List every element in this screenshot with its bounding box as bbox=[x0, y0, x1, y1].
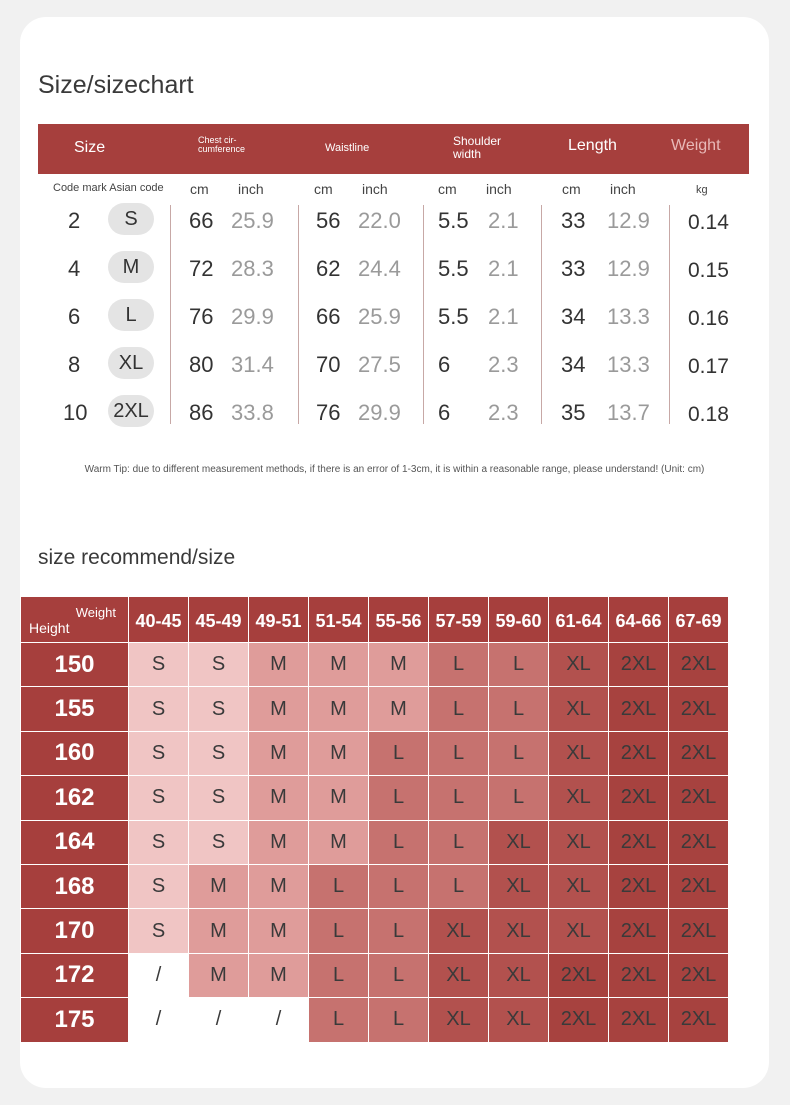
measure-value: 34 bbox=[561, 304, 586, 329]
height-row-header: 170 bbox=[21, 909, 129, 953]
size-cell: S bbox=[129, 732, 189, 776]
recommend-title: size recommend/size bbox=[38, 546, 236, 569]
unit-label: inch bbox=[610, 181, 636, 197]
size-cell: L bbox=[369, 865, 429, 909]
size-cell: L bbox=[489, 776, 549, 820]
asian-size-pill: L bbox=[108, 299, 154, 331]
column-divider bbox=[541, 205, 542, 424]
measure-value: 28.3 bbox=[231, 256, 274, 281]
weight-column-header: 49-51 bbox=[249, 597, 309, 643]
measure-value: 12.9 bbox=[607, 208, 650, 233]
unit-label: inch bbox=[238, 181, 264, 197]
grid-spacer bbox=[729, 687, 751, 731]
measure-value: 25.9 bbox=[231, 208, 274, 233]
header-length: Length bbox=[568, 137, 617, 154]
measure-value: 13.7 bbox=[607, 400, 650, 425]
size-cell: 2XL bbox=[669, 776, 729, 820]
measure-value: 13.3 bbox=[607, 352, 650, 377]
size-cell: M bbox=[249, 732, 309, 776]
asian-size-pill: S bbox=[108, 203, 154, 235]
weight-column-header: 61-64 bbox=[549, 597, 609, 643]
code-mark: 4 bbox=[68, 256, 81, 281]
code-mark: 10 bbox=[63, 400, 88, 425]
unit-label: inch bbox=[486, 181, 512, 197]
size-cell: M bbox=[309, 821, 369, 865]
size-cell: L bbox=[369, 821, 429, 865]
header-shoulder: Shoulder width bbox=[453, 134, 502, 161]
size-cell: L bbox=[489, 687, 549, 731]
corner-height-label: Height bbox=[29, 620, 70, 636]
size-cell: L bbox=[489, 732, 549, 776]
header-chest: Chest cir-cumference bbox=[198, 135, 246, 155]
size-cell: / bbox=[129, 954, 189, 998]
header-weight: Weight bbox=[671, 137, 721, 154]
unit-label: cm bbox=[562, 181, 581, 197]
measure-value: 86 bbox=[189, 400, 214, 425]
size-cell: S bbox=[129, 643, 189, 687]
size-cell: XL bbox=[549, 865, 609, 909]
asian-size-pill: M bbox=[108, 251, 154, 283]
code-label: Code mark Asian code bbox=[53, 182, 164, 194]
weight-value: 0.18 bbox=[688, 403, 729, 426]
measure-value: 34 bbox=[561, 352, 586, 377]
column-divider bbox=[170, 205, 171, 424]
measure-value: 2.1 bbox=[488, 304, 519, 329]
size-cell: XL bbox=[429, 909, 489, 953]
measure-value: 13.3 bbox=[607, 304, 650, 329]
size-cell: S bbox=[129, 776, 189, 820]
size-cell: L bbox=[369, 909, 429, 953]
grid-spacer bbox=[729, 643, 751, 687]
size-cell: M bbox=[309, 732, 369, 776]
size-cell: XL bbox=[549, 821, 609, 865]
size-cell: XL bbox=[489, 998, 549, 1042]
size-cell: M bbox=[249, 954, 309, 998]
size-cell: 2XL bbox=[609, 821, 669, 865]
size-cell: XL bbox=[549, 643, 609, 687]
column-divider bbox=[669, 205, 670, 424]
size-chart-header bbox=[38, 124, 749, 174]
header-waist: Waistline bbox=[325, 142, 370, 154]
size-cell: 2XL bbox=[669, 954, 729, 998]
size-recommend-grid bbox=[21, 597, 766, 1043]
warm-tip: Warm Tip: due to different measurement methods, if there is an error of 1-3cm, it is within a reasonable range, please understand! (Unit: cm) bbox=[84, 464, 705, 475]
size-cell: L bbox=[369, 776, 429, 820]
measure-value: 33 bbox=[561, 256, 586, 281]
corner-weight-label: Weight bbox=[75, 605, 116, 620]
size-cell: L bbox=[429, 865, 489, 909]
weight-value: 0.15 bbox=[688, 259, 729, 282]
measure-value: 2.3 bbox=[488, 400, 519, 425]
measure-value: 33.8 bbox=[231, 400, 274, 425]
grid-spacer bbox=[729, 909, 751, 953]
weight-value: 0.16 bbox=[688, 307, 729, 330]
measure-value: 2.3 bbox=[488, 352, 519, 377]
size-cell: 2XL bbox=[669, 687, 729, 731]
size-cell: M bbox=[369, 643, 429, 687]
size-cell: / bbox=[249, 998, 309, 1042]
measure-value: 27.5 bbox=[358, 352, 401, 377]
size-cell: M bbox=[189, 865, 249, 909]
measure-value: 72 bbox=[189, 256, 214, 281]
size-cell: 2XL bbox=[609, 954, 669, 998]
size-cell: L bbox=[489, 643, 549, 687]
size-cell: L bbox=[429, 732, 489, 776]
size-cell: XL bbox=[489, 909, 549, 953]
size-cell: M bbox=[249, 776, 309, 820]
weight-value: 0.14 bbox=[688, 211, 729, 234]
size-cell: / bbox=[129, 998, 189, 1042]
height-row-header: 172 bbox=[21, 954, 129, 998]
measure-value: 62 bbox=[316, 256, 341, 281]
size-cell: S bbox=[129, 909, 189, 953]
grid-spacer bbox=[729, 998, 751, 1042]
measure-value: 35 bbox=[561, 400, 586, 425]
measure-value: 2.1 bbox=[488, 256, 519, 281]
size-cell: S bbox=[189, 821, 249, 865]
size-cell: L bbox=[429, 643, 489, 687]
measure-value: 25.9 bbox=[358, 304, 401, 329]
size-cell: 2XL bbox=[549, 954, 609, 998]
size-cell: XL bbox=[429, 954, 489, 998]
size-cell: M bbox=[309, 776, 369, 820]
height-row-header: 155 bbox=[21, 687, 129, 731]
size-cell: S bbox=[189, 687, 249, 731]
size-cell: 2XL bbox=[669, 865, 729, 909]
measure-value: 31.4 bbox=[231, 352, 274, 377]
size-cell: L bbox=[429, 776, 489, 820]
size-cell: M bbox=[249, 643, 309, 687]
size-cell: L bbox=[309, 909, 369, 953]
size-cell: 2XL bbox=[669, 821, 729, 865]
size-cell: S bbox=[189, 776, 249, 820]
asian-size-pill: 2XL bbox=[108, 395, 154, 427]
height-row-header: 150 bbox=[21, 643, 129, 687]
measure-value: 76 bbox=[189, 304, 214, 329]
measure-value: 12.9 bbox=[607, 256, 650, 281]
size-cell: M bbox=[249, 687, 309, 731]
size-cell: 2XL bbox=[669, 909, 729, 953]
unit-label: cm bbox=[314, 181, 333, 197]
code-mark: 8 bbox=[68, 352, 81, 377]
weight-column-header: 40-45 bbox=[129, 597, 189, 643]
weight-column-header: 51-54 bbox=[309, 597, 369, 643]
size-chart-title: Size/sizechart bbox=[38, 71, 194, 99]
measure-value: 5.5 bbox=[438, 256, 469, 281]
size-cell: M bbox=[249, 909, 309, 953]
column-divider bbox=[298, 205, 299, 424]
size-cell: M bbox=[189, 954, 249, 998]
grid-spacer bbox=[729, 821, 751, 865]
size-cell: XL bbox=[489, 821, 549, 865]
size-cell: L bbox=[369, 732, 429, 776]
column-divider bbox=[423, 205, 424, 424]
measure-value: 33 bbox=[561, 208, 586, 233]
size-cell: S bbox=[129, 687, 189, 731]
size-cell: L bbox=[309, 998, 369, 1042]
measure-value: 66 bbox=[316, 304, 341, 329]
size-cell: L bbox=[309, 954, 369, 998]
weight-column-header: 59-60 bbox=[489, 597, 549, 643]
weight-column-header: 55-56 bbox=[369, 597, 429, 643]
size-cell: L bbox=[369, 954, 429, 998]
size-cell: 2XL bbox=[609, 865, 669, 909]
size-cell: S bbox=[129, 865, 189, 909]
size-cell: M bbox=[309, 687, 369, 731]
height-row-header: 160 bbox=[21, 732, 129, 776]
weight-column-header: 45-49 bbox=[189, 597, 249, 643]
grid-corner bbox=[21, 597, 129, 643]
size-cell: M bbox=[249, 865, 309, 909]
size-cell: S bbox=[129, 821, 189, 865]
size-cell: / bbox=[189, 998, 249, 1042]
grid-spacer bbox=[729, 776, 751, 820]
weight-column-header: 64-66 bbox=[609, 597, 669, 643]
size-cell: L bbox=[429, 821, 489, 865]
code-mark: 2 bbox=[68, 208, 81, 233]
size-cell: XL bbox=[429, 998, 489, 1042]
measure-value: 29.9 bbox=[358, 400, 401, 425]
height-row-header: 175 bbox=[21, 998, 129, 1042]
size-cell: XL bbox=[549, 776, 609, 820]
measure-value: 66 bbox=[189, 208, 214, 233]
unit-label: cm bbox=[438, 181, 457, 197]
measure-value: 2.1 bbox=[488, 208, 519, 233]
grid-spacer bbox=[729, 732, 751, 776]
size-cell: L bbox=[369, 998, 429, 1042]
height-row-header: 162 bbox=[21, 776, 129, 820]
measure-value: 80 bbox=[189, 352, 214, 377]
size-cell: 2XL bbox=[609, 776, 669, 820]
measure-value: 29.9 bbox=[231, 304, 274, 329]
size-cell: S bbox=[189, 732, 249, 776]
measure-value: 5.5 bbox=[438, 208, 469, 233]
size-cell: M bbox=[369, 687, 429, 731]
weight-column-header-cut: 69-7 bbox=[729, 597, 751, 643]
size-cell: 2XL bbox=[609, 909, 669, 953]
grid-spacer bbox=[729, 954, 751, 998]
measure-value: 6 bbox=[438, 352, 451, 377]
measure-value: 76 bbox=[316, 400, 341, 425]
grid-spacer bbox=[729, 865, 751, 909]
size-cell: M bbox=[189, 909, 249, 953]
unit-label: cm bbox=[190, 181, 209, 197]
size-cell: XL bbox=[489, 954, 549, 998]
size-cell: L bbox=[429, 687, 489, 731]
weight-column-header: 67-69 bbox=[669, 597, 729, 643]
size-cell: 2XL bbox=[669, 643, 729, 687]
size-cell: XL bbox=[549, 687, 609, 731]
measure-value: 24.4 bbox=[358, 256, 401, 281]
size-cell: 2XL bbox=[669, 998, 729, 1042]
header-size: Size bbox=[74, 139, 106, 156]
measure-value: 5.5 bbox=[438, 304, 469, 329]
size-cell: M bbox=[309, 643, 369, 687]
weight-column-header: 57-59 bbox=[429, 597, 489, 643]
measure-value: 22.0 bbox=[358, 208, 401, 233]
height-row-header: 164 bbox=[21, 821, 129, 865]
size-cell: 2XL bbox=[669, 732, 729, 776]
size-cell: XL bbox=[549, 732, 609, 776]
measure-value: 70 bbox=[316, 352, 341, 377]
weight-value: 0.17 bbox=[688, 355, 729, 378]
unit-label: kg bbox=[696, 184, 708, 196]
size-cell: 2XL bbox=[609, 643, 669, 687]
size-cell: 2XL bbox=[609, 687, 669, 731]
size-cell: S bbox=[189, 643, 249, 687]
asian-size-pill: XL bbox=[108, 347, 154, 379]
measure-value: 56 bbox=[316, 208, 341, 233]
measure-value: 6 bbox=[438, 400, 451, 425]
size-cell: M bbox=[249, 821, 309, 865]
size-cell: L bbox=[309, 865, 369, 909]
size-cell: 2XL bbox=[549, 998, 609, 1042]
size-cell: XL bbox=[549, 909, 609, 953]
size-cell: 2XL bbox=[609, 732, 669, 776]
size-cell: 2XL bbox=[609, 998, 669, 1042]
size-cell: XL bbox=[489, 865, 549, 909]
height-row-header: 168 bbox=[21, 865, 129, 909]
unit-label: inch bbox=[362, 181, 388, 197]
code-mark: 6 bbox=[68, 304, 81, 329]
